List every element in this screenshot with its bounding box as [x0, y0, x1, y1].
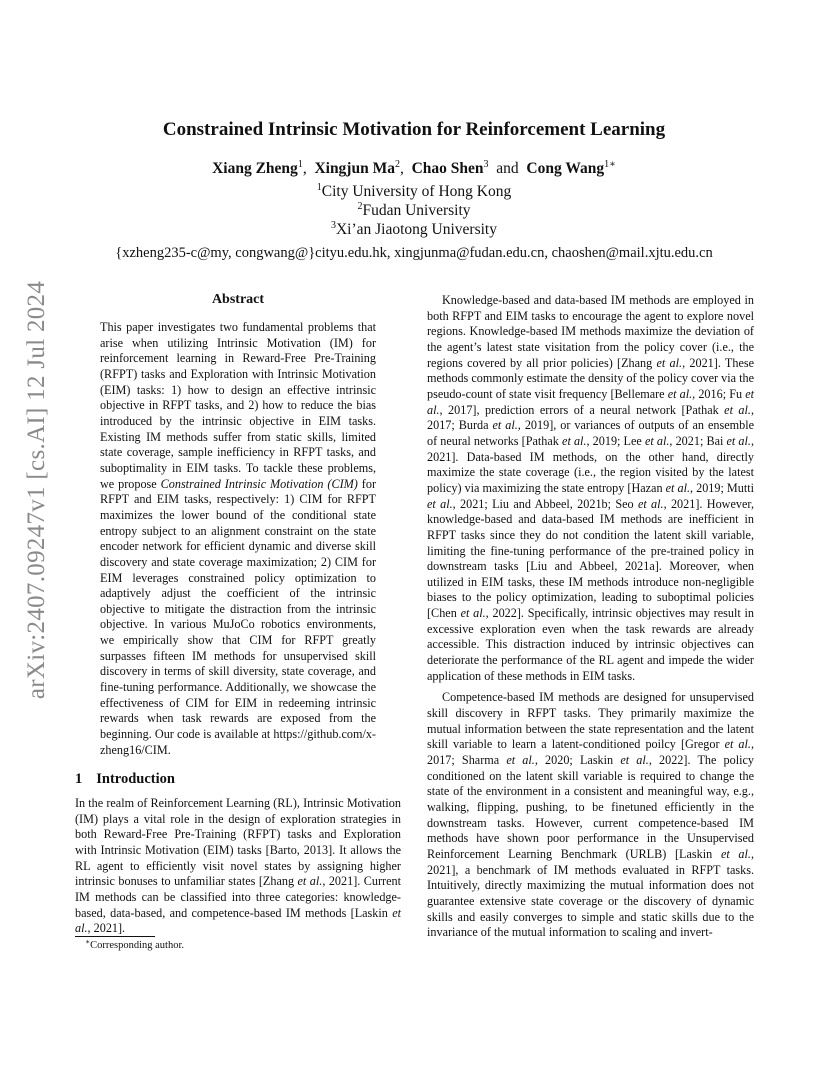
body-paragraph — [427, 690, 754, 941]
text-run: , 2021]. Data-based IM methods, on the other hand, directly maximize the state coverage (i.e., the region visited by the latest policy) via maximizing the state entropy [Hazan — [427, 433, 755, 495]
text-run: This paper investigates two fundamental problems that arise when utilizing Intrinsic Motivation (IM) for reinforcement learning in Reward-Free Pre-Training (RFPT) tasks and Exploration with Intrinsic Motivation (EIM) tasks: 1) how to design an effective intrinsic objective in RFPT tasks, and 2) how to reduce the bias introduced by the intrinsic objective in EIM tasks. Existing IM methods suffer from static skills, limited state coverage, sample inefficiency in RFPT tasks, and suboptimality in EIM tasks. To tackle these problems, we propose — [100, 320, 376, 491]
emphasis-text: et al. — [637, 496, 664, 511]
affiliation — [0, 183, 828, 201]
emphasis-text: Constrained Intrinsic Motivation (CIM) — [160, 476, 358, 491]
arxiv-identifier-text: arXiv:2407.09247v1 [cs.AI] 12 Jul 2024 — [23, 280, 51, 700]
text-run: , 2017], prediction errors of a neural network [Pathak — [439, 402, 725, 417]
text-run: , 2021]. These methods commonly estimate the density of the policy cover via the pseudo-count of state visit frequency [Bellemare — [427, 355, 755, 401]
emphasis-text: et al. — [620, 753, 649, 768]
section-title: Introduction — [96, 771, 175, 787]
text-run: , 2019], or variances of outputs of an ensemble of neural networks [Pathak — [427, 418, 754, 448]
emphasis-text: et al. — [665, 480, 690, 495]
affiliation-name: City University of Hong Kong — [321, 183, 512, 200]
author-name: Chao Shen — [411, 160, 484, 177]
emphasis-text: et al. — [506, 753, 535, 768]
text-run: , 2016; Fu — [692, 386, 746, 401]
affiliation-mark: 1 — [316, 182, 322, 193]
text-run: , 2020; Laskin — [534, 753, 621, 768]
affiliation-name: Xi’an Jiaotong University — [335, 221, 497, 238]
author-emails: {xzheng235-c@my, congwang@}cityu.edu.hk, xingjunma@fudan.edu.cn, chaoshen@mail.xjtu.edu.cn — [115, 245, 713, 261]
footnote-mark: ∗ — [85, 937, 91, 946]
author-separator: , — [302, 160, 307, 177]
text-run: , 2019; Lee — [586, 433, 645, 448]
author-separator: and — [496, 160, 519, 177]
affiliation-mark: 2 — [357, 201, 363, 212]
text-run: , 2021], a benchmark of IM methods evaluated in RFPT tasks. Intuitively, directly maximizing the mutual information does not guarantee extensive state coverage or the discovery of dynamic skills and easily converges to simple and static skills due to the invariance of the mutual information to scaling and invert- — [427, 846, 755, 940]
section-heading-introduction — [75, 771, 175, 788]
text-run: Competence-based IM methods are designed for unsupervised skill discovery in RFPT tasks. They primarily maximize the mutual information between the state representation and the latent skill variable to learn a latent-conditioned poilcy [Gregor — [427, 690, 754, 752]
emphasis-text: et al. — [724, 402, 751, 417]
emphasis-text: et al. — [297, 874, 323, 889]
author-affiliation-mark: 1 — [297, 159, 303, 170]
author-affiliation-mark: 1∗ — [604, 159, 616, 170]
text-run: for RFPT and EIM tasks, respectively: 1) CIM for RFPT maximizes the lower bound of the conditional state entropy subject to an alignment constraint on the state encoder network for efficient dynamic and diverse skill discovery and state coverage maximization; 2) CIM for EIM leverages constrained policy optimization to adaptively adjust the coefficient of the intrinsic objective to mitigate the distraction from the intrinsic objective. In various MuJoCo robotics environments, we empirically show that CIM for RFPT greatly surpasses fifteen IM methods for unsupervised skill discovery in terms of skill diversity, state coverage, and fine-tuning performance. Additionally, we showcase the effectiveness of CIM for EIM in redeeming intrinsic rewards when task rewards are exposed from the beginning. Our code is available at https://github.com/x-zheng16/CIM. — [100, 476, 376, 757]
abstract-body — [100, 320, 376, 758]
text-run: Knowledge-based and data-based IM methods are employed in both RFPT and EIM tasks to encourage the agent to explore novel regions. Knowledge-based IM methods maximize the deviation of the agent’s latest state visitation from the policy cover (i.e., the regions covered by all prior policies) [Zhang — [427, 293, 754, 370]
author-affiliation-mark: 2 — [394, 159, 400, 170]
text-run: In the realm of Reinforcement Learning (RL), Intrinsic Motivation (IM) plays a vital role in the design of exploration strategies in both Reward-Free Pre-Training (RFPT) tasks and Exploration with Intrinsic Motivation (EIM) tasks [Barto, 2013]. It allows the RL agent to efficiently visit novel states by assigning higher intrinsic bonuses to unfamiliar states [Zhang — [75, 796, 401, 889]
right-column-body — [427, 293, 754, 941]
emphasis-text: et al. — [724, 737, 751, 752]
emphasis-text: et al. — [460, 606, 486, 621]
text-run: , 2021]. However, knowledge-based and data-based IM methods are inefficient in RFPT tasks since they do not condition the latent skill variable, limiting the fine-tuning performance of the pre-trained policy in downstream tasks [Liu and Abbeel, 2021a]. Moreover, when utilized in EIM tasks, these IM methods introduce non-negligible biases to the policy optimization, leading to suboptimal policies [Chen — [427, 496, 754, 621]
emphasis-text: et al. — [427, 496, 453, 511]
text-run: , 2017; Sharma — [427, 737, 754, 768]
paper-title: Constrained Intrinsic Motivation for Reinforcement Learning — [162, 119, 666, 140]
emphasis-text: et al. — [75, 905, 401, 936]
text-run: , 2021; Bai — [669, 433, 727, 448]
section-number: 1 — [75, 771, 83, 787]
author-list — [0, 160, 828, 178]
text-run: , 2021]. Current IM methods can be classified into three categories: knowledge-based, data-based, and competence-based IM methods [Laskin — [75, 874, 401, 920]
text-run: , 2022]. The policy conditioned on the latent skill variable is required to change the state of the environment in a consistent and meaningful way, e.g., walking, flipping, pushing, to be finetuned efficiently in the downstream tasks. However, current competence-based IM methods have shown poor performance in the Unsupervised Reinforcement Learning Benchmark (URLB) [Laskin — [427, 753, 755, 861]
author-affiliation-mark: 3 — [483, 159, 489, 170]
emphasis-text: et al. — [656, 355, 683, 370]
emphasis-text: et al. — [720, 846, 751, 861]
footnote-text: Corresponding author. — [90, 940, 185, 951]
abstract-heading: Abstract — [211, 292, 265, 307]
abstract-paragraph — [100, 320, 376, 758]
text-run: , 2019; Mutti — [690, 480, 754, 495]
affiliation-name: Fudan University — [362, 202, 471, 219]
emphasis-text: et al. — [667, 386, 693, 401]
emphasis-text: et al. — [427, 386, 755, 417]
author-name: Cong Wang — [526, 160, 605, 177]
footnote — [85, 937, 185, 951]
body-paragraph — [427, 293, 754, 684]
emphasis-text: et al. — [726, 433, 751, 448]
emphasis-text: et al. — [644, 433, 670, 448]
text-run: , 2022]. Specifically, intrinsic objectives may result in excessive exploration even when the task rewards are already accessible. This distraction induced by intrinsic objectives can deteriorate the performance of the RL agent and impede the wider application of these methods in EIM tasks. — [427, 606, 754, 683]
emphasis-text: et al. — [562, 433, 587, 448]
introduction-paragraph — [75, 796, 401, 937]
author-name: Xiang Zheng — [212, 160, 298, 177]
introduction-body — [75, 796, 401, 937]
text-run: , 2021]. — [87, 921, 126, 936]
text-run: , 2021; Liu and Abbeel, 2021b; Seo — [452, 496, 638, 511]
arxiv-identifier-stamp — [20, 280, 54, 700]
author-name: Xingjun Ma — [314, 160, 395, 177]
affiliation — [0, 202, 828, 220]
affiliation — [0, 221, 828, 239]
author-separator: , — [399, 160, 404, 177]
text-run: , 2017; Burda — [427, 402, 754, 433]
emphasis-text: et al. — [492, 418, 518, 433]
affiliation-mark: 3 — [330, 220, 336, 231]
